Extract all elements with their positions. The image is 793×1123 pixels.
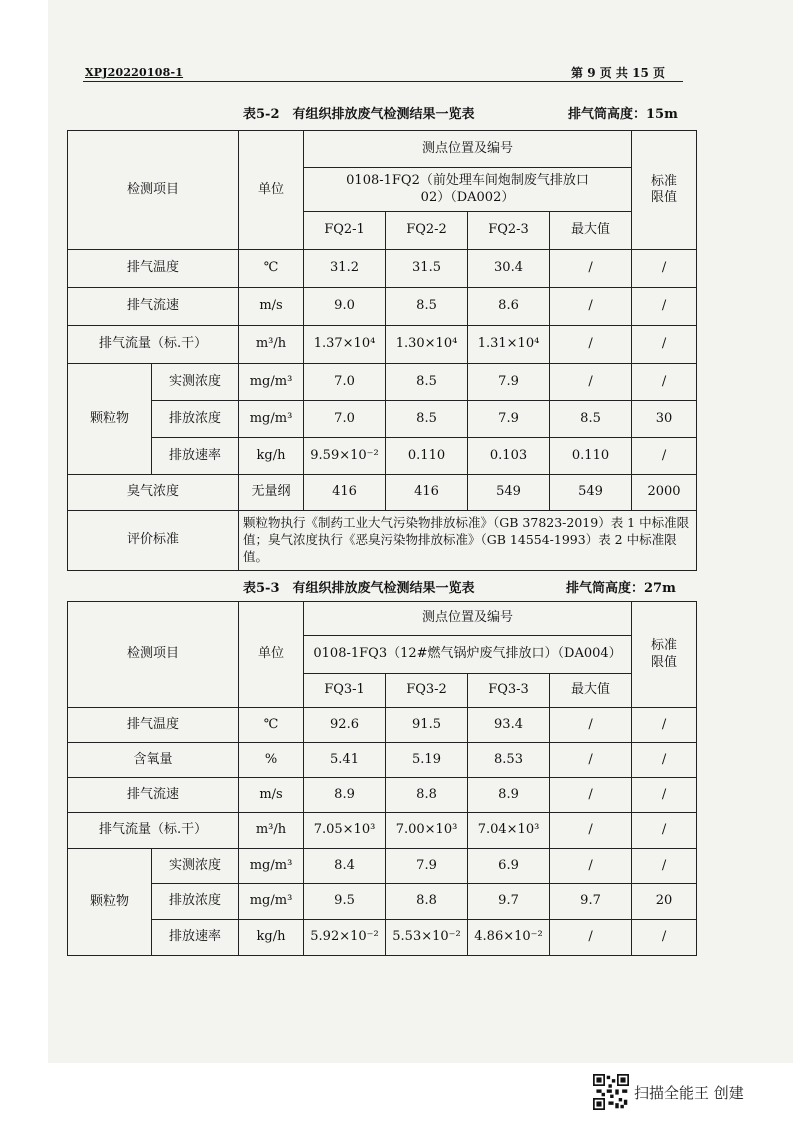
head-location-text: 0108-1FQ2（前处理车间炮制废气排放口02）（DA002） xyxy=(346,173,589,205)
cell: 7.9 xyxy=(468,364,550,401)
cell: 8.9 xyxy=(304,778,386,813)
cell: 31.5 xyxy=(386,250,468,288)
cell: 7.9 xyxy=(468,401,550,438)
cell: / xyxy=(550,778,632,813)
cell-std: / xyxy=(632,778,697,813)
cell: / xyxy=(550,288,632,326)
cell: 5.53×10⁻² xyxy=(386,920,468,956)
head-location: 0108-1FQ3（12#燃气锅炉废气排放口）（DA004） xyxy=(304,636,632,674)
cell: 0.110 xyxy=(386,438,468,475)
cell: / xyxy=(550,364,632,401)
row-unit: ℃ xyxy=(239,250,304,288)
row-item: 排气温度 xyxy=(68,708,239,743)
cell: 30.4 xyxy=(468,250,550,288)
cell: 8.53 xyxy=(468,743,550,778)
scanner-brand: 扫描全能王 创建 xyxy=(634,1083,744,1102)
cell-std: / xyxy=(632,813,697,849)
cell: 5.92×10⁻² xyxy=(304,920,386,956)
cell: 7.00×10³ xyxy=(386,813,468,849)
table1-caption: 表5-2 有组织排放废气检测结果一览表 xyxy=(243,107,475,122)
cell: 8.4 xyxy=(304,849,386,884)
point-col: FQ2-2 xyxy=(386,212,468,250)
pm-sub: 排放速率 xyxy=(152,920,239,956)
row-unit: kg/h xyxy=(239,920,304,956)
head-unit: 单位 xyxy=(239,602,304,708)
cell: 7.0 xyxy=(304,401,386,438)
row-unit: mg/m³ xyxy=(239,364,304,401)
cell-std: / xyxy=(632,364,697,401)
cell: 7.9 xyxy=(386,849,468,884)
criteria-label: 评价标准 xyxy=(68,511,239,571)
row-item: 排气流速 xyxy=(68,288,239,326)
table2-caption: 表5-3 有组织排放废气检测结果一览表 xyxy=(243,581,475,596)
cell: 8.6 xyxy=(468,288,550,326)
page-indicator: 第 9 页 共 15 页 xyxy=(571,66,665,80)
row-unit: mg/m³ xyxy=(239,401,304,438)
qr-code-icon xyxy=(593,1074,629,1110)
cell: 8.5 xyxy=(550,401,632,438)
row-unit: m³/h xyxy=(239,813,304,849)
cell: 0.110 xyxy=(550,438,632,475)
row-item: 排气流速 xyxy=(68,778,239,813)
pm-sub: 实测浓度 xyxy=(152,364,239,401)
cell: 6.9 xyxy=(468,849,550,884)
row-unit: m³/h xyxy=(239,326,304,364)
criteria-text: 颗粒物执行《制药工业大气污染物排放标准》（GB 37823-2019）表 1 中标准限值；臭气浓度执行《恶臭污染物排放标准》（GB 14554-1993）表 2 中标准限值。 xyxy=(239,511,697,571)
point-col: FQ2-3 xyxy=(468,212,550,250)
cell: 416 xyxy=(304,475,386,511)
cell: 8.5 xyxy=(386,401,468,438)
row-item: 含氧量 xyxy=(68,743,239,778)
head-std xyxy=(632,602,697,708)
cell-std: / xyxy=(632,438,697,475)
cell-std: / xyxy=(632,849,697,884)
head-std xyxy=(632,131,697,250)
cell: 9.59×10⁻² xyxy=(304,438,386,475)
cell: 1.31×10⁴ xyxy=(468,326,550,364)
cell-std: 20 xyxy=(632,884,697,920)
cell-std: / xyxy=(632,708,697,743)
cell: 1.37×10⁴ xyxy=(304,326,386,364)
cell: 1.30×10⁴ xyxy=(386,326,468,364)
cell: 5.19 xyxy=(386,743,468,778)
head-location xyxy=(304,168,632,212)
row-item: 排气流量（标.干） xyxy=(68,326,239,364)
row-unit: mg/m³ xyxy=(239,849,304,884)
cell: 8.8 xyxy=(386,778,468,813)
cell: 8.8 xyxy=(386,884,468,920)
table1 xyxy=(67,130,697,571)
cell-std: / xyxy=(632,326,697,364)
table1-stack-height: 排气筒高度：15m xyxy=(568,107,678,122)
cell: 9.7 xyxy=(468,884,550,920)
cell: / xyxy=(550,708,632,743)
cell: 91.5 xyxy=(386,708,468,743)
table2 xyxy=(67,601,697,956)
scanner-watermark xyxy=(593,1072,744,1112)
point-col: FQ3-2 xyxy=(386,674,468,708)
cell-std: / xyxy=(632,743,697,778)
row-unit: kg/h xyxy=(239,438,304,475)
row-item: 臭气浓度 xyxy=(68,475,239,511)
head-site: 测点位置及编号 xyxy=(304,602,632,636)
head-item: 检测项目 xyxy=(68,602,239,708)
cell: 31.2 xyxy=(304,250,386,288)
cell: 8.9 xyxy=(468,778,550,813)
point-col: FQ3-3 xyxy=(468,674,550,708)
cell: 7.0 xyxy=(304,364,386,401)
cell: 4.86×10⁻² xyxy=(468,920,550,956)
head-std-text: 标准限值 xyxy=(651,638,678,670)
cell: 0.103 xyxy=(468,438,550,475)
row-unit: 无量纲 xyxy=(239,475,304,511)
cell: 5.41 xyxy=(304,743,386,778)
cell-std: / xyxy=(632,920,697,956)
pm-sub: 排放浓度 xyxy=(152,401,239,438)
row-unit: % xyxy=(239,743,304,778)
cell: / xyxy=(550,326,632,364)
cell: 92.6 xyxy=(304,708,386,743)
point-col: FQ2-1 xyxy=(304,212,386,250)
row-item: 排气流量（标.干） xyxy=(68,813,239,849)
cell: 549 xyxy=(550,475,632,511)
cell: 7.05×10³ xyxy=(304,813,386,849)
cell: 416 xyxy=(386,475,468,511)
pm-label: 颗粒物 xyxy=(68,364,152,475)
cell-std: / xyxy=(632,288,697,326)
cell-std: / xyxy=(632,250,697,288)
document-number: XPJ20220108-1 xyxy=(85,66,184,79)
cell: 9.0 xyxy=(304,288,386,326)
header-divider xyxy=(83,81,683,82)
cell-std: 30 xyxy=(632,401,697,438)
pm-sub: 排放浓度 xyxy=(152,884,239,920)
cell-std: 2000 xyxy=(632,475,697,511)
head-std-text: 标准限值 xyxy=(651,173,678,205)
cell: / xyxy=(550,250,632,288)
cell: 7.04×10³ xyxy=(468,813,550,849)
point-col: 最大值 xyxy=(550,674,632,708)
row-unit: mg/m³ xyxy=(239,884,304,920)
head-site: 测点位置及编号 xyxy=(304,131,632,168)
point-col: 最大值 xyxy=(550,212,632,250)
row-unit: m/s xyxy=(239,288,304,326)
cell: 549 xyxy=(468,475,550,511)
cell: 8.5 xyxy=(386,288,468,326)
row-unit: ℃ xyxy=(239,708,304,743)
pm-sub: 实测浓度 xyxy=(152,849,239,884)
cell: 93.4 xyxy=(468,708,550,743)
table2-stack-height: 排气筒高度：27m xyxy=(566,581,676,596)
cell: 8.5 xyxy=(386,364,468,401)
cell: / xyxy=(550,920,632,956)
pm-label: 颗粒物 xyxy=(68,849,152,956)
cell: / xyxy=(550,849,632,884)
point-col: FQ3-1 xyxy=(304,674,386,708)
head-unit: 单位 xyxy=(239,131,304,250)
head-item: 检测项目 xyxy=(68,131,239,250)
cell: / xyxy=(550,813,632,849)
pm-sub: 排放速率 xyxy=(152,438,239,475)
cell: 9.5 xyxy=(304,884,386,920)
cell: 9.7 xyxy=(550,884,632,920)
cell: / xyxy=(550,743,632,778)
row-item: 排气温度 xyxy=(68,250,239,288)
row-unit: m/s xyxy=(239,778,304,813)
